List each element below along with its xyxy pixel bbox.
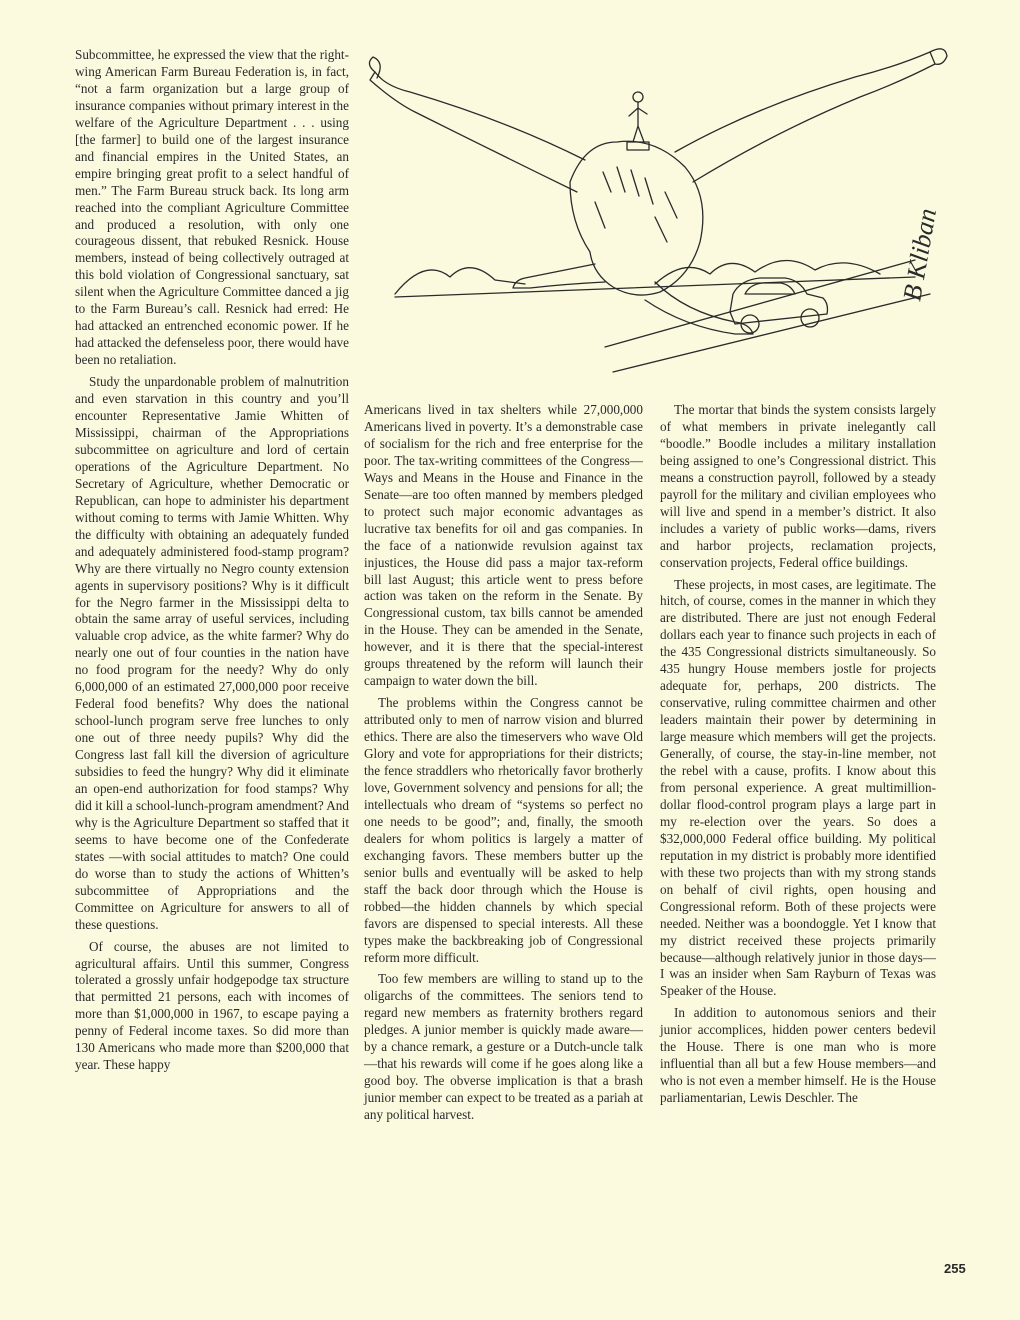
figure-leg-right	[675, 52, 935, 182]
column-2	[364, 402, 643, 1124]
hills	[655, 260, 880, 284]
cartoon-signature: B Kliban	[897, 206, 943, 304]
hatching	[595, 167, 677, 242]
paragraph: These projects, in most cases, are legitimate. The hitch, of course, comes in the manner in which they are distributed. There are just not enough Federal dollars each year to finance such projects in each of the 435 Congressional districts simultaneously. So 435 hungry House members jostle for projects adequate for, perhaps, 200 districts. The conservative, ruling committee chairmen and other leaders maintain their power by determining in large measure which members will get the projects. Generally, of course, the stay-in-line member, not the rebel with a cause, profits. I know about this from personal experience. A great multimillion-dollar flood-control program plays a large part in my re-election over the years. So does a $32,000,000 Federal office building. My political reputation in my district is probably more identified with these two projects than with my strong stands on behalf of civil rights, open housing and Congressional reform. Both of these projects were needed. Neither was a boondoggle. Yet I know that my district received these projects primarily because—although relatively junior in those days—I was an insider when Sam Rayburn of Texas was Speaker of the House.	[660, 576, 936, 999]
figure-limb-lower	[513, 264, 605, 288]
paragraph: The mortar that binds the system consists largely of what members in private inelegantly call “boodle.” Boodle includes a military installation being assigned to one’s Congressional district. This means a construction payroll, followed by a steady payroll for the military and civilian employees who will live and spend in a member’s district. It also includes a variety of public works—dams, rivers and harbor projects, reclamation projects, conservation projects, Federal office buildings.	[660, 402, 936, 570]
paragraph: Too few members are willing to stand up to the oligarchs of the committees. The seniors tend to regard new members as fraternity brothers regard pledges. A junior member is quickly made aware—by a chance remark, a gesture or a Dutch-uncle talk—that his rewards will come if he goes along like a good boy. The obverse implication is that a brash junior member can expect to be treated as a pariah at any political harvest.	[364, 971, 643, 1123]
page-number: 255	[944, 1261, 966, 1276]
car-window	[745, 283, 795, 294]
paragraph: Americans lived in tax shelters while 27,000,000 Americans lived in poverty. It’s a demonstrable case of socialism for the rich and free enterprise for the poor. The tax-writing committees of the Congress—Ways and Means in the House and Finance in the Senate—are too often manned by members pledged to protect such major economic advantages as lucrative tax benefits for oil and gas companies. In the face of a nationwide revulsion against tax injustices, the House did pass a major tax-reform bill last August; this article went to press before action was taken on the reform in the Senate. By Congressional custom, tax bills cannot be amended in the House. They can be amended in the Senate, however, and it is there that the special-interest groups threatened by the reform will launch their campaign to water down the bill.	[364, 402, 643, 689]
foot-left	[369, 57, 380, 78]
column-3	[660, 402, 936, 1107]
paragraph: Subcommittee, he expressed the view that the right-wing American Farm Bureau Federation is, in fact, “not a farm organization but a large group of insurance companies without primary interest in the welfare of the Agriculture Department . . . using [the farmer] to build one of the largest insurance and financial empires in the United States, an empire bringing great profit to a select handful of men.” The Farm Bureau struck back. Its long arm reached into the compliant Agriculture Committee and produced a resolution, with only one courageous dissent, that rebuked Resnick. House members, instead of being collectively outraged at this bold violation of Congressional sanctuary, sat silent when the Agriculture Committee danced a jig to the Farm Bureau’s call. Resnick had erred: He had attacked an entrenched economic power. If he had attacked the defenseless poor, there would have been no retaliation.	[75, 47, 349, 368]
hills	[395, 268, 525, 294]
paragraph: Study the unpardonable problem of malnutrition and even starvation in this country and you’ll encounter Representative Jamie Whitten of Mississippi, chairman of the Appropriations subcommittee on agriculture and lord of certain operations of the Agriculture Department. No Secretary of Agriculture, whether Democratic or Republican, can hope to administer his department without coming to terms with Jamie Whitten. Why the difficulty with obtaining an adequately funded and adequately administered food-stamp program? Why are there virtually no Negro county extension agents in supervisory positions? Why is it difficult for the Negro farmer in the Mississippi delta to obtain the same array of useful services, including valuable crop advice, as the white farmer? Why do nearly one out of four counties in the nation have no food program for the needy? Why do only 6,000,000 of an estimated 27,000,000 poor receive Federal food benefits? Why does the national school-lunch program serve free lunches to only one out of three needy pupils? Why did the Congress last fall kill the diversion of agriculture subsidies to feed the hungry? Why did it eliminate an open-end authorization for food stamps? Why did it kill a school-lunch-program amendment? And why is the Agriculture Department so staffed that it seems to have become one of the Confederate states —with social attitudes to match? One could do worse than to study the actions of Whitten’s subcommittee of Appropriations and the Committee on Agriculture for answers to all of these questions.	[75, 374, 349, 932]
paragraph: The problems within the Congress cannot be attributed only to men of narrow vision and blurred ethics. There are also the timeservers who wave Old Glory and vote for appropriations for their districts; the fence straddlers who rhetorically favor brotherly love, Government solvency and pensions for all; the intellectuals who dream of “systems so perfect no one needs to be good”; and, finally, the smooth dealers for whom politics is largely a matter of exchanging favors. These members butter up the senior bulls and eventually will be asked to help staff the back door through which the House is robbed—the hidden channels by which special favors are dispensed to special interests. All these types make the backbreaking job of Congressional reform more difficult.	[364, 695, 643, 965]
paragraph: Of course, the abuses are not limited to agricultural affairs. Until this summer, Congress tolerated a grossly unfair hodgepodge tax structure that permitted 21 persons, each with incomes of more than $1,000,000 in 1967, to escape paying a penny of Federal income taxes. So did more than 130 Americans who made more than $200,000 that year. These happy	[75, 938, 349, 1073]
car-wheel	[801, 309, 819, 327]
figure-leg-left	[370, 72, 585, 192]
tiny-figure-head	[633, 92, 643, 102]
figure-limb-lower	[645, 282, 753, 334]
paragraph: In addition to autonomous seniors and their junior accomplices, hidden power centers bedevil the House. There is one man who is more influential than all but a few House members—and who is not even a member himself. He is the House parliamentarian, Lewis Deschler. The	[660, 1005, 936, 1106]
column-1	[75, 47, 349, 1074]
road-line	[613, 294, 930, 372]
cartoon-illustration	[355, 42, 955, 392]
figure-torso	[570, 141, 703, 295]
tiny-figure-body	[629, 102, 647, 142]
